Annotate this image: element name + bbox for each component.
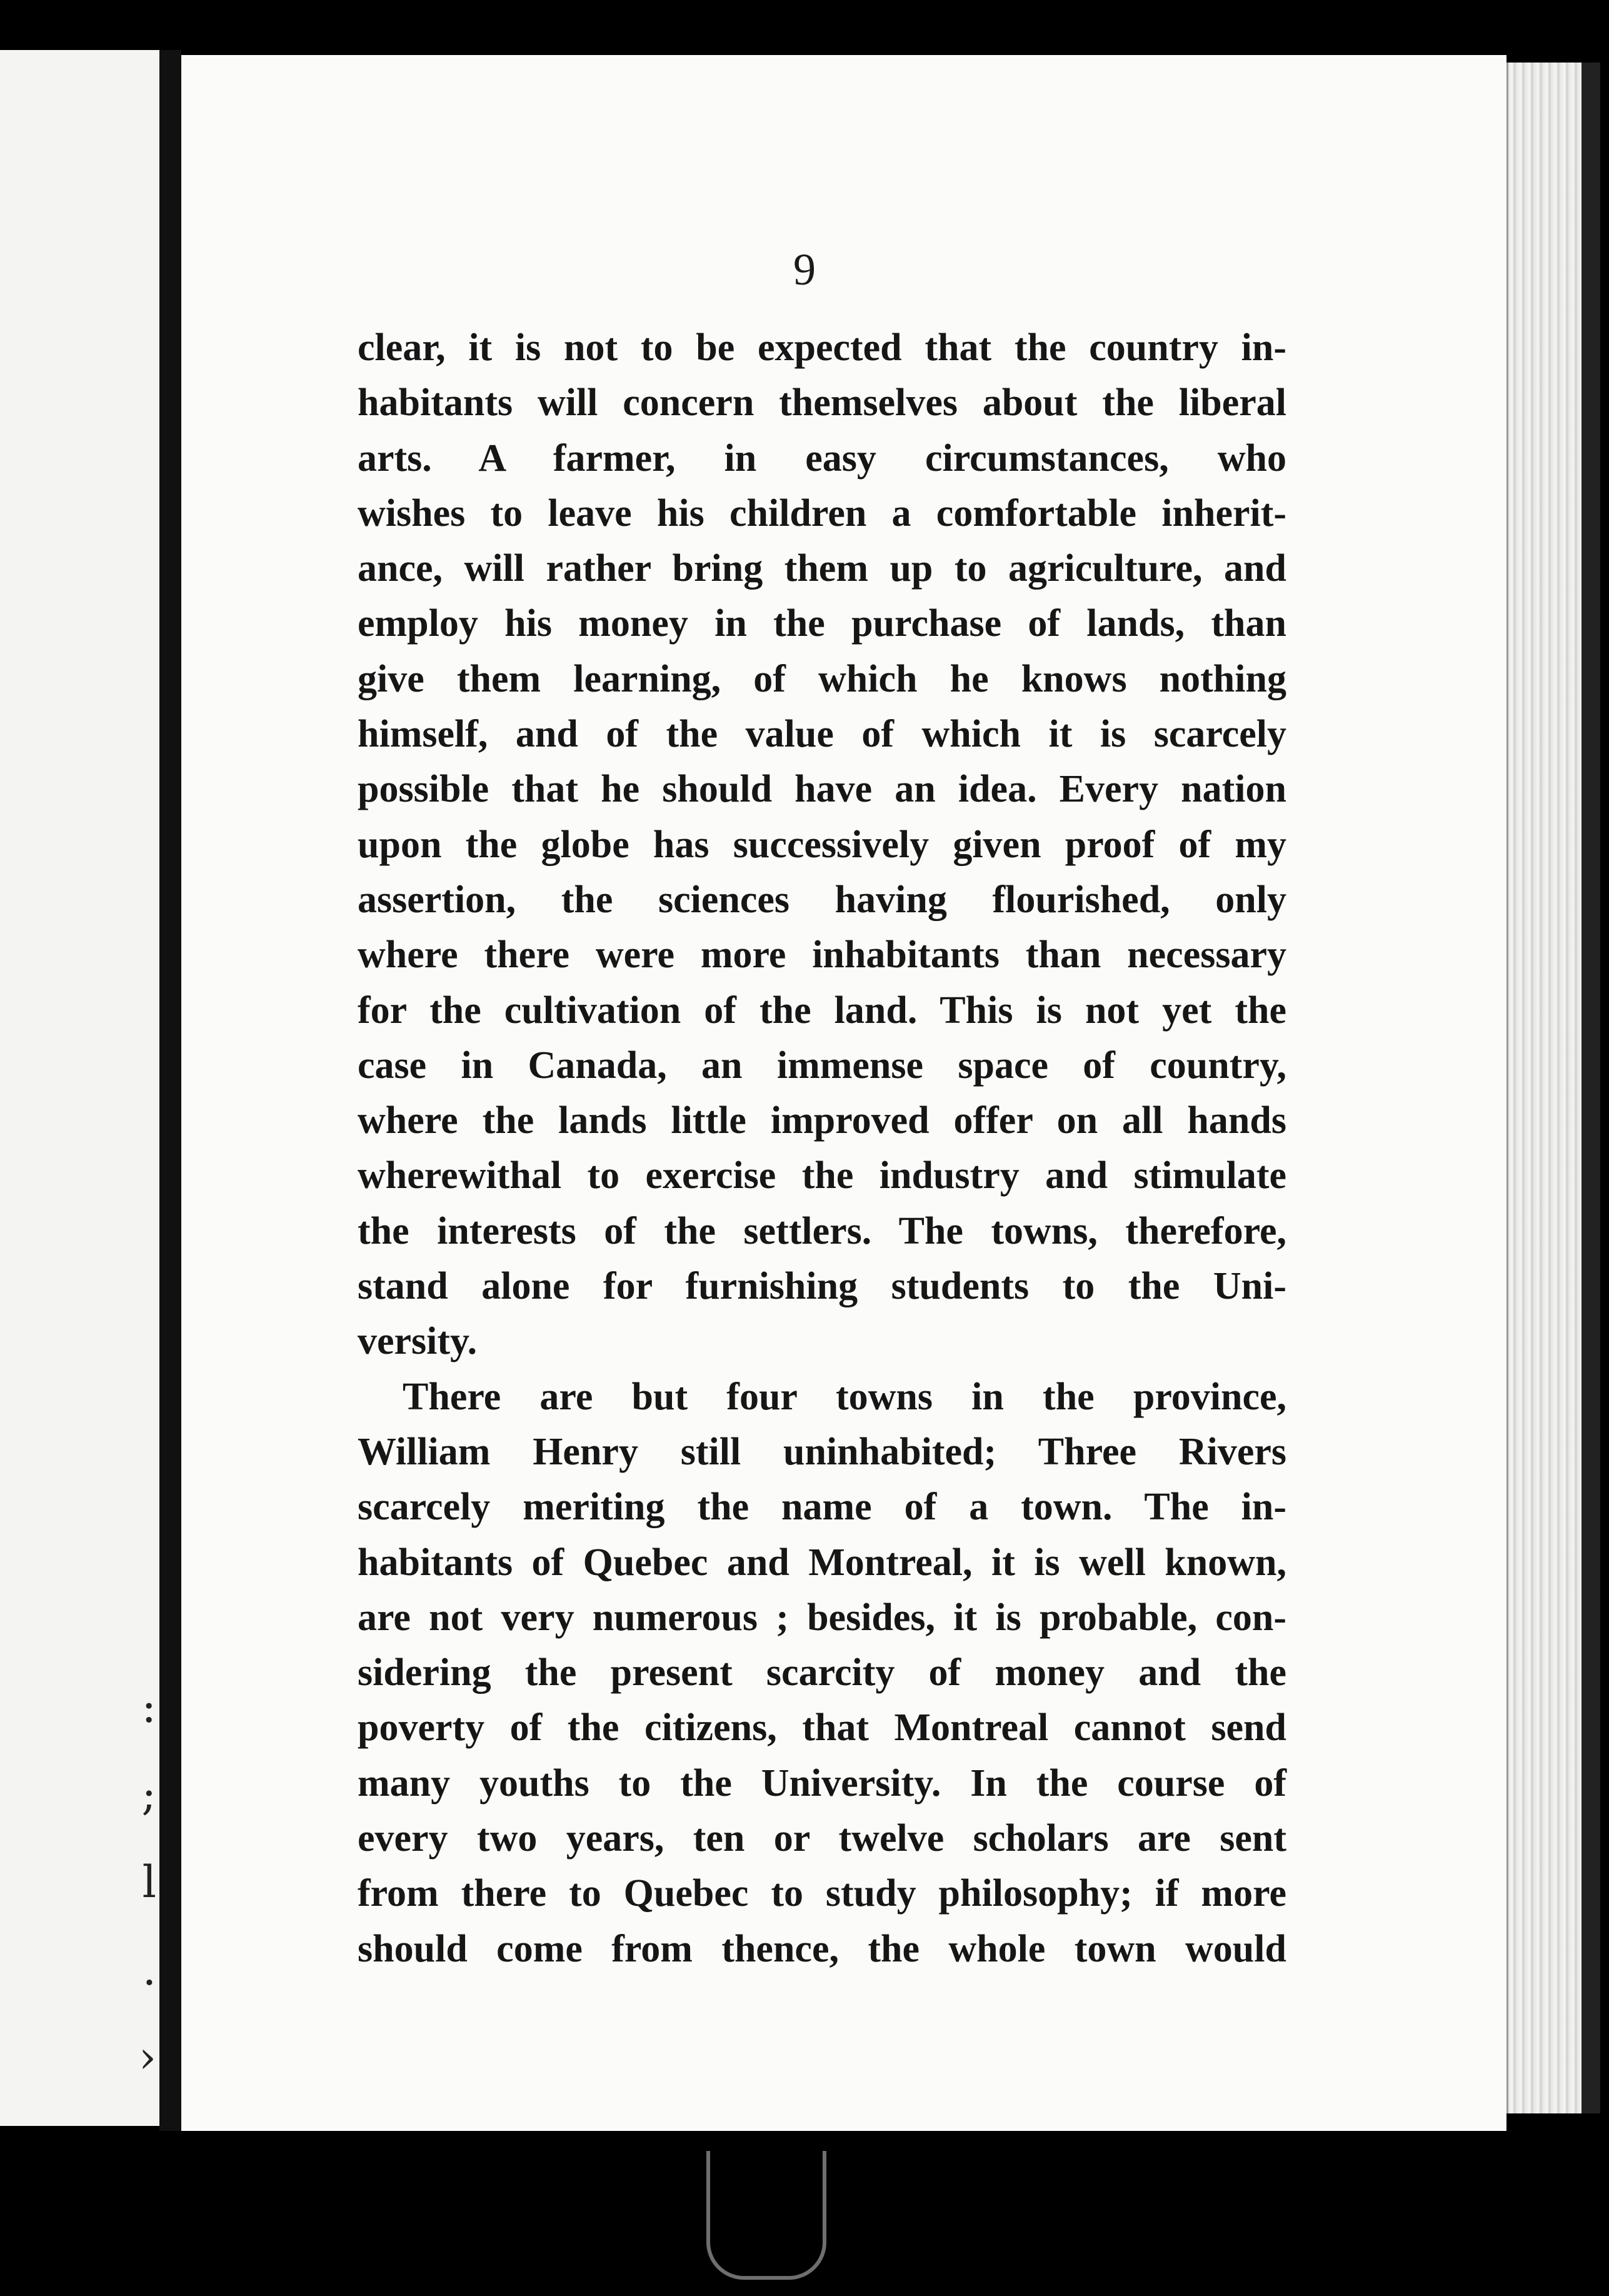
facing-page-mark-glyph: ; [141, 1769, 156, 1820]
text-line: stand alone for furnishing students to the Uni- [358, 1265, 1286, 1308]
text-line: assertion, the sciences having flourished, only [358, 878, 1286, 921]
text-line: give them learning, of which he knows nothing [358, 657, 1286, 700]
text-line: scarcely meriting the name of a town. The in- [358, 1486, 1286, 1529]
text-line: clear, it is not to be expected that the country in- [358, 326, 1286, 369]
text-line: sidering the present scarcity of money and the [358, 1651, 1286, 1694]
clip-mark [706, 2151, 826, 2280]
text-line: arts. A farmer, in easy circumstances, who [358, 436, 1286, 480]
text-line: many youths to the University. In the course of [358, 1761, 1286, 1805]
text-line: where there were more inhabitants than necessary [358, 934, 1286, 977]
book-gutter [159, 50, 181, 2132]
text-line: himself, and of the value of which it is scarcely [358, 713, 1286, 756]
page-number: 9 [793, 244, 816, 295]
text-line: case in Canada, an immense space of country, [358, 1044, 1286, 1087]
text-line: versity. [358, 1320, 478, 1363]
text-line: from there to Quebec to study philosophy; if more [358, 1872, 1286, 1915]
text-line: There are but four towns in the province, [403, 1375, 1286, 1418]
facing-page-mark-glyph: : [141, 1681, 156, 1733]
text-line: should come from thence, the whole town would [358, 1927, 1286, 1970]
text-line: the interests of the settlers. The towns, therefore, [358, 1209, 1286, 1252]
text-line: habitants of Quebec and Montreal, it is well known, [358, 1541, 1286, 1584]
facing-page-mark-glyph: › [139, 2032, 156, 2083]
text-line: employ his money in the purchase of lands, than [358, 602, 1286, 645]
text-line: ance, will rather bring them up to agriculture, and [358, 547, 1286, 590]
text-line: habitants will concern themselves about the liberal [358, 381, 1286, 425]
body-text [358, 320, 1286, 1976]
text-line: poverty of the citizens, that Montreal cannot send [358, 1706, 1286, 1750]
text-line: possible that he should have an idea. Every nation [358, 768, 1286, 811]
text-line: wishes to leave his children a comfortable inherit- [358, 491, 1286, 535]
facing-page-mark-glyph: l [142, 1856, 156, 1908]
text-line: wherewithal to exercise the industry and stimulate [358, 1154, 1286, 1197]
facing-page-mark-glyph: . [142, 1944, 156, 1995]
text-line: are not very numerous ; besides, it is probable, con- [358, 1596, 1286, 1639]
text-line: William Henry still uninhabited; Three Rivers [358, 1430, 1286, 1473]
text-line: for the cultivation of the land. This is not yet the [358, 989, 1286, 1032]
page-edge-shadow [1581, 63, 1600, 2113]
text-line: upon the globe has successively given proof of my [358, 823, 1286, 866]
text-line: every two years, ten or twelve scholars are sent [358, 1817, 1286, 1860]
facing-page-marks [94, 1663, 156, 2101]
page-block-edges [1506, 63, 1583, 2113]
text-line: where the lands little improved offer on all hands [358, 1099, 1286, 1142]
